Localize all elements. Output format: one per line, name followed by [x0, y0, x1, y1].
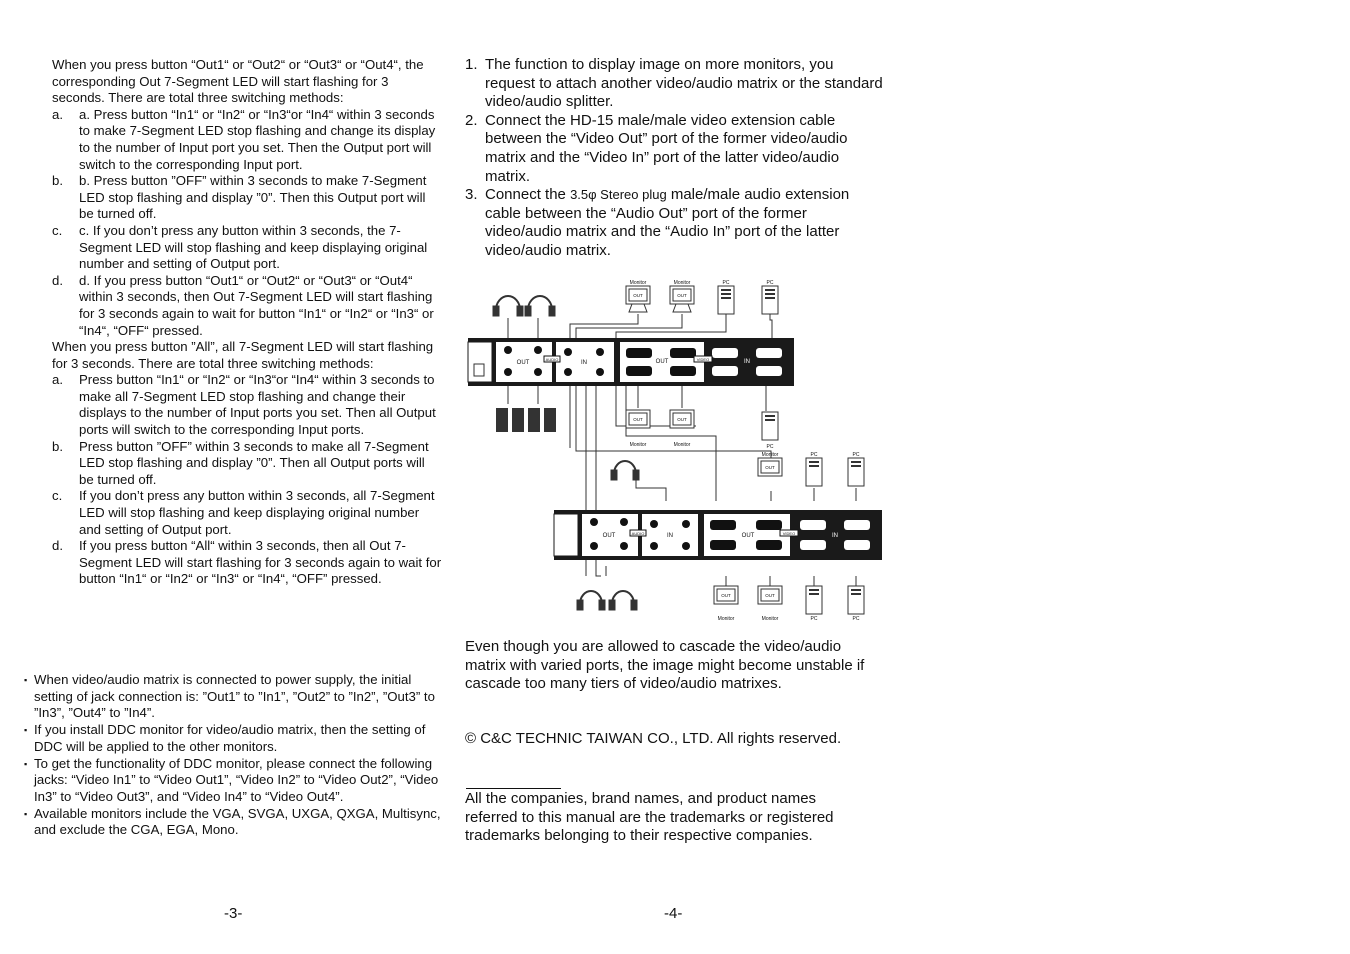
list-text: Press button ”OFF” within 3 seconds to make all 7-Segment LED stop flashing and display ”0”. Then all Output ports will be turned off.: [79, 438, 429, 487]
svg-text:Monitor: Monitor: [629, 280, 647, 286]
list-marker: c.: [52, 488, 63, 504]
svg-text:OUT: OUT: [633, 417, 643, 422]
svg-text:PC: PC: [852, 616, 860, 622]
svg-text:OUT: OUT: [516, 360, 530, 366]
list-marker: b.: [52, 173, 63, 189]
svg-text:VIDEO: VIDEO: [782, 531, 796, 536]
speakers-icon: [496, 408, 556, 432]
svg-text:Monitor: Monitor: [761, 452, 779, 458]
bullet-text: Available monitors include the VGA, SVGA, UXGA, QXGA, Multisync, and exclude the CGA, EGA, Mono.: [34, 805, 441, 838]
step-text-pre: Connect the: [485, 186, 571, 204]
svg-text:OUT: OUT: [765, 465, 775, 470]
all-out-intro: When you press button “Out1“ or “Out2“ or “Out3“ or “Out4“, the corresponding Out 7-Segment LED will start flashing for 3 seconds. There are total three switching methods:: [52, 57, 424, 106]
right-column: [465, 56, 885, 261]
svg-text:OUT: OUT: [633, 293, 643, 298]
svg-text:IN: IN: [744, 359, 750, 365]
step-item: [465, 112, 885, 186]
svg-text:PC: PC: [810, 616, 818, 622]
list-item: [52, 273, 442, 339]
svg-text:Monitor: Monitor: [673, 442, 691, 448]
svg-text:OUT: OUT: [655, 359, 669, 365]
list-marker: c.: [52, 222, 63, 238]
monitor-icon: [758, 452, 782, 476]
bullet-item: [24, 722, 444, 755]
svg-text:OUT: OUT: [741, 533, 755, 539]
svg-text:OUT: OUT: [765, 593, 775, 598]
list-marker: d.: [52, 272, 63, 288]
monitor-icon: [626, 410, 650, 448]
svg-text:PC: PC: [810, 452, 818, 458]
svg-text:VIDEO: VIDEO: [696, 357, 710, 362]
list-marker: d.: [52, 538, 63, 554]
pc-tower-icon: [762, 412, 778, 450]
svg-text:PC: PC: [852, 452, 860, 458]
list-item: [52, 488, 442, 538]
list-text: If you press button “All“ within 3 seconds, then all Out 7-Segment LED will start flashing for 3 seconds again to wait for button “In1“ or “In2“ or “In3“ or “In4“, “OFF” pressed.: [79, 538, 442, 587]
svg-text:IN: IN: [832, 533, 838, 539]
cascade-steps-list: [465, 56, 885, 261]
list-marker: b.: [52, 438, 63, 454]
step-number: 3.: [465, 186, 478, 204]
svg-text:IN: IN: [667, 533, 673, 539]
bullet-text: If you install DDC monitor for video/audio matrix, then the setting of DDC will be applied to the other monitors.: [34, 722, 426, 754]
list-text: d. If you press button “Out1“ or “Out2“ or “Out3“ or “Out4“ within 3 seconds, then Out 7-Segment LED will start flashing for 3 seconds again to wait for button “In1“ or “In2“ or “In3“ or “In4“, “OFF“ pressed.: [79, 272, 434, 338]
list-item: [52, 439, 442, 489]
svg-text:OUT: OUT: [677, 293, 687, 298]
monitor-icon: [714, 586, 738, 622]
monitor-icon: [758, 586, 782, 622]
svg-text:PC: PC: [766, 444, 774, 450]
svg-text:PC: PC: [722, 280, 730, 286]
pc-tower-icon: [806, 452, 822, 486]
stereo-plug-text: 3.5φ Stereo plug: [570, 187, 667, 203]
pc-tower-icon: [762, 280, 778, 314]
pc-tower-icon: [806, 586, 822, 622]
cascade-warning: Even though you are allowed to cascade the video/audio matrix with varied ports, the image might become unstable if cascade too many tiers of video/audio matrixes.: [465, 638, 865, 693]
headphones-icon: [493, 296, 523, 316]
list-marker: a.: [52, 372, 63, 388]
footnote-rule: [466, 788, 561, 789]
list-item: [52, 372, 442, 438]
list-text: b. Press button ”OFF” within 3 seconds to make 7-Segment LED stop flashing and display ”0”. Then this Output port will be turned off.: [79, 173, 427, 222]
svg-text:Monitor: Monitor: [761, 616, 779, 622]
all-methods-list: [52, 372, 442, 588]
left-column: [52, 57, 442, 588]
headphones-icon: [525, 296, 555, 316]
headphones-icon: [609, 591, 637, 610]
monitor-icon: [626, 280, 650, 312]
svg-text:OUT: OUT: [602, 533, 616, 539]
matrix-unit-1: [468, 338, 794, 386]
svg-text:OUT: OUT: [721, 593, 731, 598]
notes-bullet-list: [24, 672, 444, 839]
bullet-marker: ▪: [24, 758, 28, 769]
pc-tower-icon: [848, 586, 864, 622]
list-marker: a.: [52, 106, 63, 122]
headphones-icon: [577, 591, 605, 610]
cascade-connection-diagram: [466, 276, 884, 626]
all-button-intro: When you press button ”All”, all 7-Segment LED will start flashing for 3 seconds. There are total three switching methods:: [52, 339, 434, 371]
step-item: [465, 56, 885, 112]
bullet-item: [24, 756, 444, 806]
pc-tower-icon: [718, 280, 734, 314]
step-text: Connect the HD-15 male/male video extension cable between the “Video Out” port of the former video/audio matrix and the “Video In” port of the latter video/audio matrix.: [485, 111, 848, 185]
page-number-left: -3-: [224, 905, 243, 922]
list-text: a. Press button “In1“ or “In2“ or “In3“or “In4“ within 3 seconds to make 7-Segment LED stop flashing and change its display to the number of Input port you set. Then the Output port will switch to the corresponding Input port.: [79, 106, 436, 172]
svg-text:Monitor: Monitor: [717, 616, 735, 622]
matrix-unit-2: [554, 510, 882, 560]
step-text: The function to display image on more monitors, you request to attach another video/audio matrix or the standard video/audio splitter.: [485, 56, 883, 111]
svg-text:IN: IN: [581, 360, 587, 366]
page-number-right: -4-: [664, 905, 683, 922]
bullet-marker: ▪: [24, 808, 28, 819]
monitor-icon: [670, 410, 694, 448]
bullet-text: To get the functionality of DDC monitor, please connect the following jacks: “Video In1” to “Video Out1”, “Video In2” to “Video Out2”, “Video In3” to “Video Out3”, and “Video In4” to “Video Out4”.: [34, 755, 439, 804]
list-item: [52, 538, 442, 588]
copyright-notice: © C&C TECHNIC TAIWAN CO., LTD. All rights reserved.: [465, 730, 842, 747]
out-methods-list: [52, 107, 442, 339]
list-text: c. If you don’t press any button within 3 seconds, the 7-Segment LED will stop flashing and keep displaying original number and setting of Output port.: [79, 222, 428, 272]
step-number: 2.: [465, 111, 478, 129]
bullet-marker: ▪: [24, 675, 28, 685]
svg-text:PC: PC: [766, 280, 774, 286]
monitor-icon: [670, 280, 694, 312]
bullet-text: When video/audio matrix is connected to power supply, the initial setting of jack connection is: ”Out1” to ”In1”, ”Out2” to ”In2”, ”Out3” to ”In3”, ”Out4” to ”In4”.: [34, 672, 435, 721]
list-item: [52, 107, 442, 173]
svg-text:OUT: OUT: [677, 417, 687, 422]
trademark-notice: All the companies, brand names, and product names referred to this manual are the trademarks or registered trademarks belonging to their respective companies.: [465, 790, 834, 845]
list-text: If you don’t press any button within 3 seconds, all 7-Segment LED will stop flashing and keep displaying original number and setting of Output port.: [79, 488, 435, 537]
step-item: [465, 186, 885, 260]
bullet-item: [24, 672, 444, 722]
svg-text:Monitor: Monitor: [673, 280, 691, 286]
svg-text:AUDIO: AUDIO: [631, 531, 645, 536]
svg-text:AUDIO: AUDIO: [545, 357, 559, 362]
step-number: 1.: [465, 56, 478, 73]
pc-tower-icon: [848, 452, 864, 486]
list-item: [52, 173, 442, 223]
step-text-post: male/male audio extension cable between the “Audio Out” port of the former video/audio matrix and the “Audio In” port of the latter video/audio matrix.: [485, 186, 850, 259]
svg-text:Monitor: Monitor: [629, 442, 647, 448]
bullet-item: [24, 806, 444, 839]
headphones-icon: [611, 461, 639, 480]
list-text: Press button “In1“ or “In2“ or “In3“or “In4“ within 3 seconds to make all 7-Segment LED stop flashing and change their displays to the number of Input ports you set. Then all Output ports will switch to the corresponding Input ports.: [79, 372, 436, 438]
bullet-marker: ▪: [24, 725, 28, 736]
list-item: [52, 223, 442, 273]
